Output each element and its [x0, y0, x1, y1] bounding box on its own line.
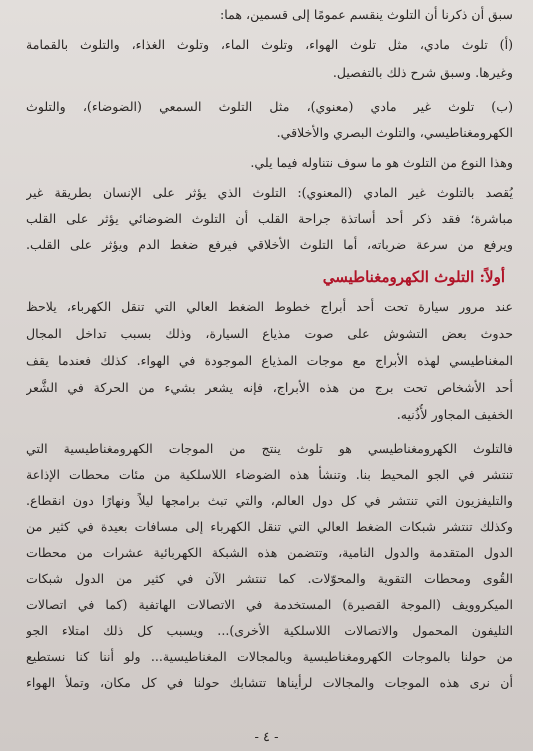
page-number: - ٤ -	[254, 730, 279, 745]
text-line: (أ) تلوث مادي، مثل تلوث الهواء، وتلوث الماء، وتلوث الغذاء، والتلوث بالقمامة	[26, 37, 513, 52]
text-line: فالتلوث الكهرومغناطيسي هو تلوث ينتج من الموجات الكهرومغناطيسية التي	[26, 441, 513, 456]
text-line: الكهرومغناطيسي، والتلوث البصري والأخلاقي.	[276, 125, 513, 140]
text-line: القُوى ومحطات التقوية والمحوّلات. كما تنتشر الآن في كثير من الدول شبكات	[26, 571, 513, 586]
text-line: وكذلك تنتشر شبكات الضغط العالي التي تنقل الكهرباء إلى مسافات بعيدة في كثير من	[26, 519, 513, 534]
text-line: وهذا النوع من التلوث هو ما سوف نتناوله فيما يلي.	[250, 155, 513, 170]
text-line: من حولنا بالموجات الكهرومغناطيسية وبالمجالات المغناطيسية... ولو أننا كنا نستطيع	[26, 649, 513, 664]
text-line: عند مرور سيارة تحت أحد أبراج خطوط الضغط العالي التي تنقل الكهرباء، يلاحظ	[26, 299, 513, 314]
text-line: يُقصد بالتلوث غير المادي (المعنوي): التلوث الذي يؤثر على الإنسان بطريقة غير	[26, 185, 513, 200]
text-line: (ب) تلوث غير مادي (معنوي)، مثل التلوث السمعي (الضوضاء)، والتلوث	[26, 99, 513, 114]
section-heading: أولاً: التلوث الكهرومغناطيسي	[322, 268, 505, 286]
text-line: الدول المتقدمة والدول النامية، وتتضمن هذه الشبكة الكهربائية عشرات من محطات	[26, 545, 513, 560]
text-line: التليفون المحمول والاتصالات اللاسلكية الأخرى)... ويسبب كل ذلك امتلاء الجو	[26, 623, 513, 638]
text-line: ويرفع من سرعة ضرباته، أما التلوث الأخلاقي فيرفع ضغط الدم ويؤثر على القلب.	[26, 237, 513, 252]
text-line: سبق أن ذكرنا أن التلوث ينقسم عمومًا إلى قسمين، هما:	[220, 7, 513, 22]
text-line: الميكروويف (الموجة القصيرة) المستخدمة في الاتصالات الهاتفية (كما في اتصالات	[26, 597, 513, 612]
text-line: أحد الأشخاص تحت برج من هذه الأبراج، فإنه يشعر بشيء من الحركة في الشَّعر	[26, 380, 513, 395]
text-line: الخفيف المجاور لأُذُنيه.	[396, 407, 513, 422]
text-line: المغناطيسي لهذه الأبراج مع موجات المذياع الموجودة في الهواء. كذلك فعندما يقف	[26, 353, 513, 368]
text-line: تنتشر في الجو المحيط بنا. وتنشأ هذه الضوضاء اللاسلكية من مئات محطات الإذاعة	[26, 467, 513, 482]
text-line: وغيرها. وسبق شرح ذلك بالتفصيل.	[332, 65, 513, 80]
text-line: والتليفزيون التي تنتشر في كل دول العالم، والتي تبث برامجها ليلاً ونهارًا دون انقطاع.	[26, 493, 513, 508]
text-line: مباشرة؛ فقد ذكر أحد أساتذة جراحة القلب أن التلوث الضوضائي يؤثر على القلب	[26, 211, 513, 226]
text-line: حدوث بعض التشوش على صوت مذياع السيارة، وذلك بسبب تداخل المجال	[26, 326, 513, 341]
text-line: أن نرى هذه الموجات والمجالات لرأيناها تتشابك حولنا في كل مكان، وتملأ الهواء	[26, 675, 513, 690]
